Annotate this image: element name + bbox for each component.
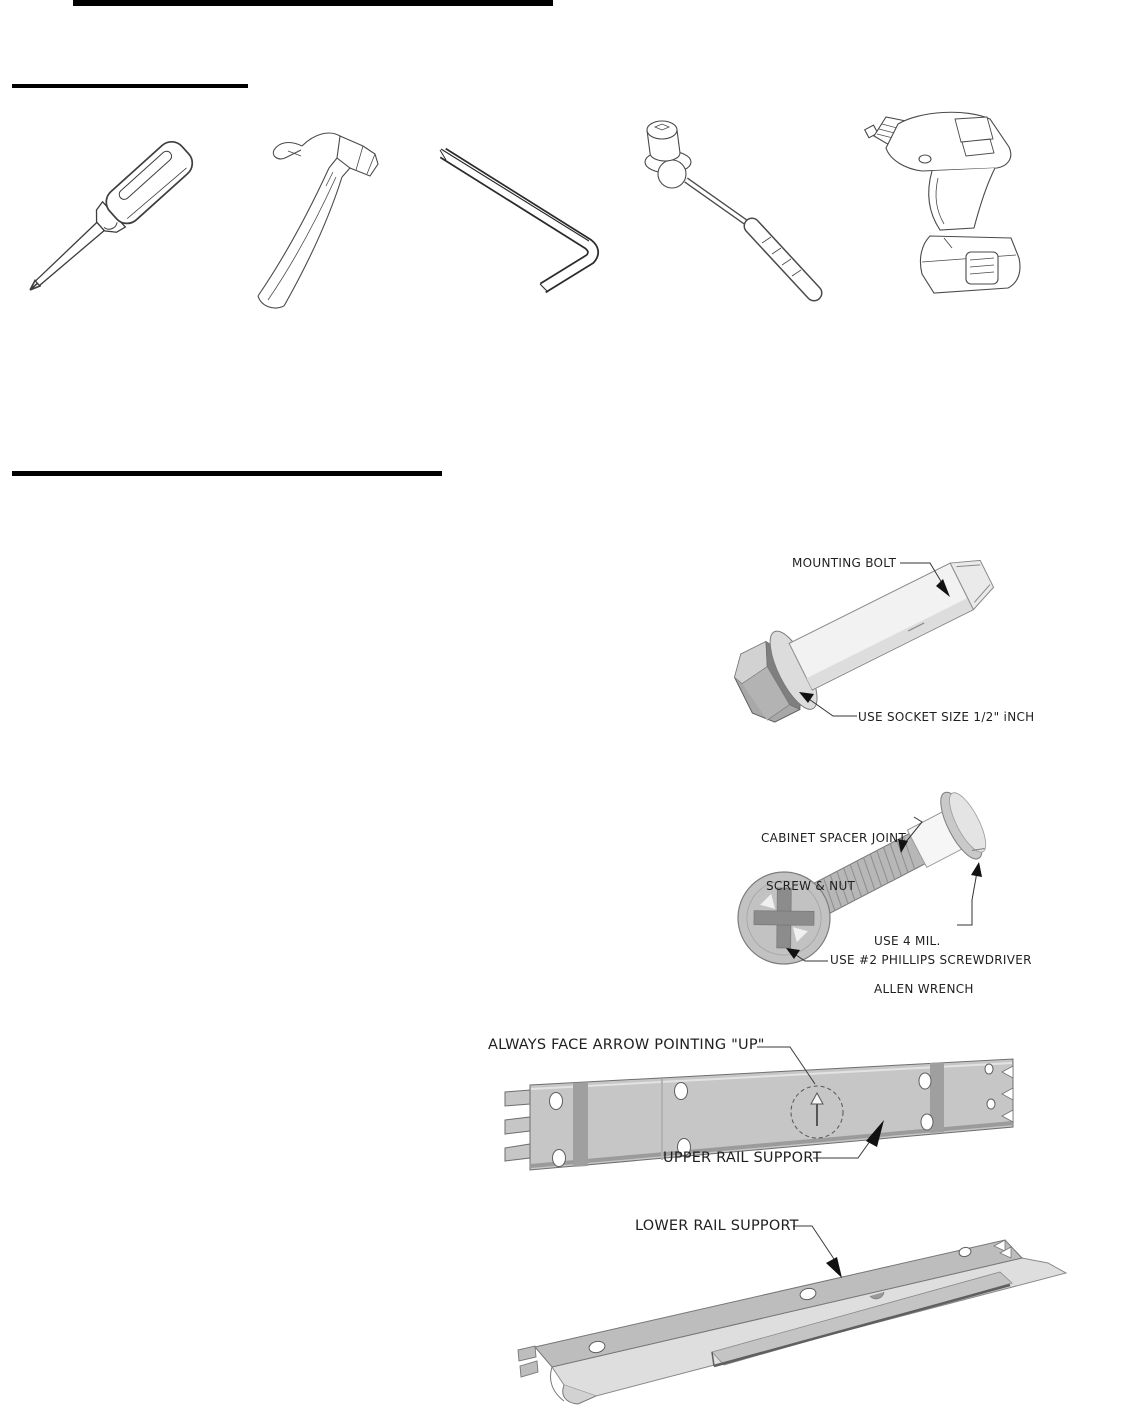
claw-hammer-illustration xyxy=(258,133,378,308)
up-arrow-note: ALWAYS FACE ARROW POINTING "UP" xyxy=(488,1037,765,1053)
mounting-bolt-label: MOUNTING BOLT xyxy=(792,556,897,570)
phillips-screwdriver-note: USE #2 PHILLIPS SCREWDRIVER xyxy=(830,953,1032,967)
allen-wrench-note-line2: ALLEN WRENCH xyxy=(874,982,974,996)
lower-rail-label: LOWER RAIL SUPPORT xyxy=(635,1218,799,1234)
socket-size-note: USE SOCKET SIZE 1/2" iNCH xyxy=(858,710,1035,724)
lower-rail-support-illustration xyxy=(518,1226,1066,1404)
phillips-screwdriver-illustration xyxy=(17,136,198,304)
cordless-drill-illustration xyxy=(865,112,1020,293)
allen-wrench-illustration xyxy=(440,149,593,292)
socket-ratchet-illustration xyxy=(645,121,814,293)
spacer-joint-label-line1: CABINET SPACER JOINT xyxy=(761,831,907,845)
upper-rail-label: UPPER RAIL SUPPORT xyxy=(663,1150,822,1166)
spacer-joint-label-line2: SCREW & NUT xyxy=(766,879,856,893)
allen-wrench-note-line1: USE 4 MIL. xyxy=(874,934,941,948)
